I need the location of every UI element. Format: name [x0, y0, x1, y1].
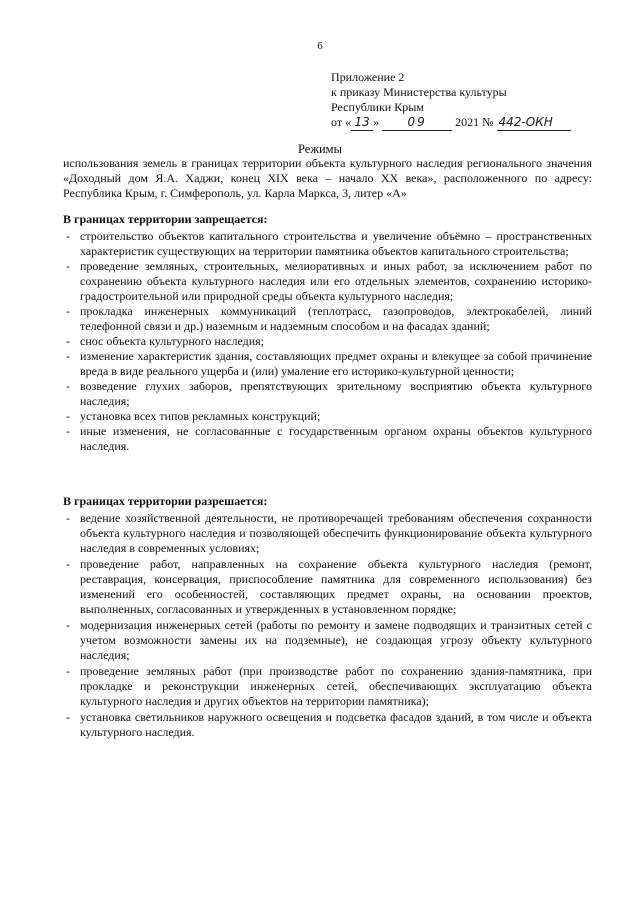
appendix-line-2: к приказу Министерства культуры [331, 85, 507, 99]
forbidden-list [63, 229, 592, 454]
forbidden-section [63, 212, 592, 454]
date-mid: » [373, 115, 380, 129]
appendix-date-line [331, 115, 571, 131]
allowed-section [63, 494, 592, 741]
list-item: - иные изменения, не согласованные с государственным органом охраны объектов культурного наследия. [66, 424, 592, 453]
appendix-line-1: Приложение 2 [331, 70, 405, 84]
document-subtitle: использования земель в границах территории объекта культурного наследия регионального значения «Доходный дом Я.А. Хаджи, конец XIX века – начало XX века», расположенного по адресу: Республика Крым, г. Симферополь, ул. Карла Маркса, 3, литер «А» [63, 156, 592, 200]
list-item: - модернизация инженерных сетей (работы по ремонту и замене подводящих и транзитных сетей с учетом возможности замены их на подземные), не создающая угрозу объекту культурного наследия; [66, 618, 592, 662]
forbidden-heading: В границах территории запрещается: [63, 212, 268, 226]
list-item: - проведение земляных, строительных, мелиоративных и иных работ, за исключением работ по сохранению объекта культурного наследия или его отдельных элементов, сохранению историко-градостроительной или природной среды объекта культурного наследия; [66, 259, 592, 303]
list-item: - изменение характеристик здания, составляющих предмет охраны и влекущее за собой причинение вреда в виде реального ущерба и (или) умаление его историко-культурной ценности; [66, 349, 592, 378]
list-item: - установка всех типов рекламных конструкций; [66, 409, 321, 423]
list-item: - возведение глухих заборов, препятствующих зрительному восприятию объекта культурного наследия; [66, 379, 592, 408]
handwritten-day: 13 [351, 115, 373, 131]
page-number: 6 [317, 40, 323, 52]
list-item: - строительство объектов капитального строительства и увеличение объёмно – пространственных характеристик существующих на территории памятника объектов капитального строительства; [66, 229, 592, 258]
list-item: - ведение хозяйственной деятельности, не противоречащей требованиям обеспечения сохранности объекта культурного наследия и позволяющей обеспечить функционирование объекта культурного наследия в современных условиях; [66, 511, 592, 555]
list-item: - снос объекта культурного наследия; [66, 334, 264, 348]
appendix-line-3: Республики Крым [331, 100, 424, 114]
handwritten-month: 09 [382, 115, 452, 131]
document-title: Режимы [298, 142, 342, 156]
handwritten-order-number: 442-ОКН [497, 115, 571, 131]
list-item: - проведение работ, направленных на сохранение объекта культурного наследия (ремонт, реставрация, консервация, приспособление памятника для современного использования) без изменений его особенностей, составляющих предмет охраны, на основании проектов, выполненных, согласованных и утвержденных в установленном порядке; [66, 557, 592, 616]
allowed-heading: В границах территории разрешается: [63, 494, 268, 508]
list-item: - проведение земляных работ (при производстве работ по сохранению здания-памятника, при прокладке и реконструкции инженерных сетей, обеспечивающих эксплуатацию объекта культурного наследия и других объектов на территории памятника); [66, 664, 592, 708]
list-item: - прокладка инженерных коммуникаций (теплотрасс, газопроводов, электрокабелей, линий телефонной связи и др.) наземным и надземным способом и на фасадах зданий; [66, 304, 592, 333]
date-year: 2021 № [455, 115, 494, 129]
appendix-block [331, 70, 571, 131]
allowed-list [63, 511, 592, 740]
list-item: - установка светильников наружного освещения и подсветка фасадов зданий, в том числе и объекта культурного наследия. [66, 710, 592, 739]
date-prefix: от « [331, 115, 352, 129]
